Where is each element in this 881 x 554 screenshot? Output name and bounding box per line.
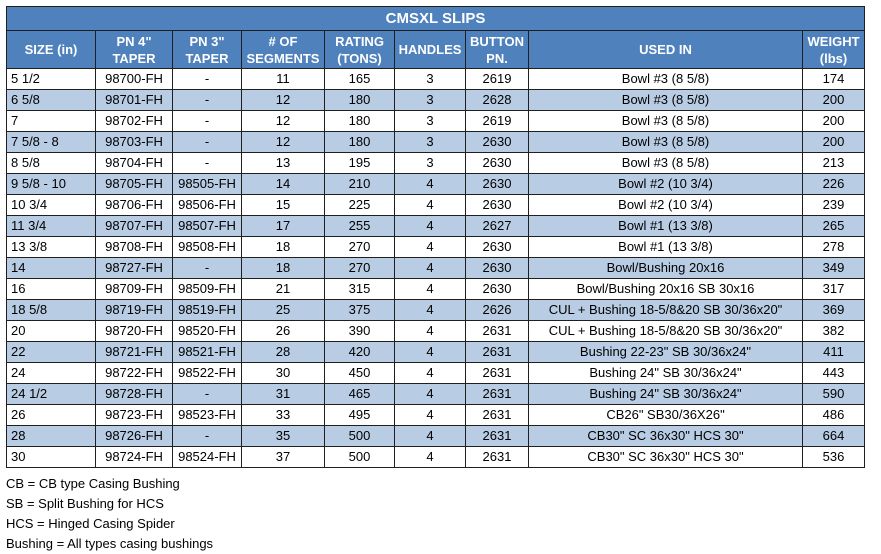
table-cell: 390 <box>325 321 395 342</box>
table-cell: 98704-FH <box>96 153 173 174</box>
table-cell: 24 1/2 <box>7 384 96 405</box>
table-cell: Bushing 24" SB 30/36x24" <box>529 384 803 405</box>
table-cell: - <box>173 69 242 90</box>
table-cell: 98523-FH <box>173 405 242 426</box>
table-cell: 3 <box>395 90 466 111</box>
table-cell: 18 5/8 <box>7 300 96 321</box>
table-cell: 22 <box>7 342 96 363</box>
table-row <box>7 300 865 321</box>
table-cell: 315 <box>325 279 395 300</box>
table-cell: 10 3/4 <box>7 195 96 216</box>
table-row <box>7 174 865 195</box>
table-cell: CB30" SC 36x30" HCS 30" <box>529 447 803 468</box>
table-cell: 200 <box>803 132 865 153</box>
table-cell: 13 3/8 <box>7 237 96 258</box>
table-cell: 4 <box>395 237 466 258</box>
column-header-row <box>7 31 865 69</box>
table-cell: 4 <box>395 321 466 342</box>
table-cell: 2626 <box>466 300 529 321</box>
table-cell: 98707-FH <box>96 216 173 237</box>
table-cell: 98719-FH <box>96 300 173 321</box>
table-cell: 98520-FH <box>173 321 242 342</box>
table-cell: 4 <box>395 279 466 300</box>
table-cell: 2630 <box>466 258 529 279</box>
table-cell: 6 5/8 <box>7 90 96 111</box>
table-cell: 2630 <box>466 153 529 174</box>
table-row <box>7 237 865 258</box>
table-cell: - <box>173 111 242 132</box>
table-cell: 98724-FH <box>96 447 173 468</box>
table-cell: 4 <box>395 195 466 216</box>
table-cell: 28 <box>7 426 96 447</box>
table-cell: 443 <box>803 363 865 384</box>
table-cell: 98705-FH <box>96 174 173 195</box>
table-row <box>7 279 865 300</box>
table-cell: 11 3/4 <box>7 216 96 237</box>
table-cell: 24 <box>7 363 96 384</box>
table-cell: 2631 <box>466 321 529 342</box>
table-cell: 495 <box>325 405 395 426</box>
table-cell: 14 <box>7 258 96 279</box>
table-cell: 174 <box>803 69 865 90</box>
table-cell: 2631 <box>466 363 529 384</box>
table-cell: 536 <box>803 447 865 468</box>
table-cell: 225 <box>325 195 395 216</box>
slips-table-container <box>6 6 864 468</box>
table-cell: 9 5/8 - 10 <box>7 174 96 195</box>
table-cell: 590 <box>803 384 865 405</box>
table-cell: 98522-FH <box>173 363 242 384</box>
table-cell: 18 <box>242 258 325 279</box>
table-cell: 98508-FH <box>173 237 242 258</box>
table-cell: 26 <box>242 321 325 342</box>
table-cell: 35 <box>242 426 325 447</box>
table-cell: 12 <box>242 132 325 153</box>
table-cell: 11 <box>242 69 325 90</box>
table-cell: 4 <box>395 258 466 279</box>
table-cell: 195 <box>325 153 395 174</box>
table-body <box>7 69 865 468</box>
legend-notes <box>6 474 213 554</box>
table-cell: 2631 <box>466 426 529 447</box>
table-cell: 2631 <box>466 384 529 405</box>
table-cell: 664 <box>803 426 865 447</box>
table-cell: 18 <box>242 237 325 258</box>
table-cell: 4 <box>395 426 466 447</box>
table-cell: 98524-FH <box>173 447 242 468</box>
table-cell: 2631 <box>466 447 529 468</box>
table-cell: 486 <box>803 405 865 426</box>
table-cell: 98700-FH <box>96 69 173 90</box>
column-header: WEIGHT (lbs) <box>803 31 865 69</box>
table-cell: 98726-FH <box>96 426 173 447</box>
table-cell: 317 <box>803 279 865 300</box>
table-cell: 2619 <box>466 69 529 90</box>
table-cell: - <box>173 384 242 405</box>
table-row <box>7 363 865 384</box>
table-row <box>7 153 865 174</box>
table-cell: 180 <box>325 90 395 111</box>
table-cell: 349 <box>803 258 865 279</box>
table-cell: 26 <box>7 405 96 426</box>
table-cell: 37 <box>242 447 325 468</box>
table-cell: Bowl #3 (8 5/8) <box>529 132 803 153</box>
table-cell: 31 <box>242 384 325 405</box>
table-row <box>7 195 865 216</box>
table-cell: CUL + Bushing 18-5/8&20 SB 30/36x20" <box>529 300 803 321</box>
column-header: RATING (TONS) <box>325 31 395 69</box>
table-cell: 8 5/8 <box>7 153 96 174</box>
table-cell: - <box>173 153 242 174</box>
table-cell: 210 <box>325 174 395 195</box>
column-header: PN 4" TAPER <box>96 31 173 69</box>
table-cell: 30 <box>7 447 96 468</box>
table-cell: 2630 <box>466 132 529 153</box>
table-cell: 420 <box>325 342 395 363</box>
table-cell: 165 <box>325 69 395 90</box>
table-row <box>7 216 865 237</box>
table-cell: 98720-FH <box>96 321 173 342</box>
table-cell: 255 <box>325 216 395 237</box>
table-row <box>7 321 865 342</box>
table-row <box>7 258 865 279</box>
table-cell: 200 <box>803 111 865 132</box>
table-cell: 17 <box>242 216 325 237</box>
table-cell: 270 <box>325 237 395 258</box>
table-row <box>7 69 865 90</box>
table-cell: 98708-FH <box>96 237 173 258</box>
table-cell: 450 <box>325 363 395 384</box>
table-cell: 4 <box>395 384 466 405</box>
table-cell: 265 <box>803 216 865 237</box>
table-cell: 14 <box>242 174 325 195</box>
table-cell: 28 <box>242 342 325 363</box>
table-cell: 12 <box>242 111 325 132</box>
column-header: HANDLES <box>395 31 466 69</box>
table-cell: - <box>173 426 242 447</box>
table-cell: 213 <box>803 153 865 174</box>
table-row <box>7 426 865 447</box>
table-cell: Bowl #2 (10 3/4) <box>529 195 803 216</box>
table-cell: 98506-FH <box>173 195 242 216</box>
table-cell: 465 <box>325 384 395 405</box>
table-cell: 3 <box>395 153 466 174</box>
table-cell: 21 <box>242 279 325 300</box>
table-cell: 2630 <box>466 279 529 300</box>
table-cell: 7 5/8 - 8 <box>7 132 96 153</box>
table-cell: 278 <box>803 237 865 258</box>
table-cell: 98521-FH <box>173 342 242 363</box>
table-cell: 12 <box>242 90 325 111</box>
column-header: USED IN <box>529 31 803 69</box>
table-cell: Bowl #3 (8 5/8) <box>529 90 803 111</box>
table-cell: 4 <box>395 342 466 363</box>
table-cell: 7 <box>7 111 96 132</box>
table-cell: 98702-FH <box>96 111 173 132</box>
table-cell: 369 <box>803 300 865 321</box>
table-cell: 4 <box>395 300 466 321</box>
table-cell: CUL + Bushing 18-5/8&20 SB 30/36x20" <box>529 321 803 342</box>
table-row <box>7 90 865 111</box>
table-cell: 500 <box>325 447 395 468</box>
table-row <box>7 342 865 363</box>
table-cell: 270 <box>325 258 395 279</box>
table-cell: 239 <box>803 195 865 216</box>
table-cell: 98728-FH <box>96 384 173 405</box>
table-cell: 20 <box>7 321 96 342</box>
table-cell: 2627 <box>466 216 529 237</box>
table-cell: 98722-FH <box>96 363 173 384</box>
table-cell: 4 <box>395 447 466 468</box>
table-cell: Bushing 22-23" SB 30/36x24" <box>529 342 803 363</box>
table-cell: 98505-FH <box>173 174 242 195</box>
table-cell: Bushing 24" SB 30/36x24" <box>529 363 803 384</box>
table-cell: - <box>173 258 242 279</box>
table-cell: 98703-FH <box>96 132 173 153</box>
table-cell: CB26" SB30/36X26" <box>529 405 803 426</box>
note-line: Bushing = All types casing bushings <box>6 536 214 551</box>
table-cell: 2628 <box>466 90 529 111</box>
table-cell: 3 <box>395 69 466 90</box>
table-cell: Bowl #3 (8 5/8) <box>529 111 803 132</box>
table-row <box>7 405 865 426</box>
table-cell: 25 <box>242 300 325 321</box>
table-cell: 98709-FH <box>96 279 173 300</box>
table-row <box>7 447 865 468</box>
table-cell: 3 <box>395 111 466 132</box>
column-header: PN 3" TAPER <box>173 31 242 69</box>
table-cell: 411 <box>803 342 865 363</box>
note-line: CB = CB type Casing Bushing <box>6 476 180 491</box>
slips-table <box>6 6 865 468</box>
table-cell: 2631 <box>466 342 529 363</box>
table-cell: 382 <box>803 321 865 342</box>
table-cell: 98723-FH <box>96 405 173 426</box>
table-cell: 4 <box>395 216 466 237</box>
table-cell: 180 <box>325 132 395 153</box>
table-row <box>7 384 865 405</box>
table-cell: 2631 <box>466 405 529 426</box>
table-cell: 3 <box>395 132 466 153</box>
table-cell: - <box>173 132 242 153</box>
column-header: BUTTON PN. <box>466 31 529 69</box>
table-cell: 180 <box>325 111 395 132</box>
table-cell: 2630 <box>466 195 529 216</box>
table-row <box>7 132 865 153</box>
note-line: HCS = Hinged Casing Spider <box>6 516 175 531</box>
table-cell: Bowl #3 (8 5/8) <box>529 153 803 174</box>
column-header: SIZE (in) <box>7 31 96 69</box>
table-cell: Bowl/Bushing 20x16 <box>529 258 803 279</box>
table-cell: 2630 <box>466 174 529 195</box>
table-cell: Bowl #3 (8 5/8) <box>529 69 803 90</box>
table-cell: 98701-FH <box>96 90 173 111</box>
table-cell: 2630 <box>466 237 529 258</box>
table-cell: 4 <box>395 174 466 195</box>
note-line: SB = Split Bushing for HCS <box>6 496 164 511</box>
table-row <box>7 111 865 132</box>
table-cell: 98507-FH <box>173 216 242 237</box>
table-cell: 98706-FH <box>96 195 173 216</box>
table-cell: 500 <box>325 426 395 447</box>
table-cell: 375 <box>325 300 395 321</box>
table-cell: Bowl #1 (13 3/8) <box>529 216 803 237</box>
table-cell: 226 <box>803 174 865 195</box>
table-cell: 30 <box>242 363 325 384</box>
table-cell: Bowl #2 (10 3/4) <box>529 174 803 195</box>
table-cell: 98727-FH <box>96 258 173 279</box>
table-cell: 33 <box>242 405 325 426</box>
table-cell: 2619 <box>466 111 529 132</box>
table-cell: 98721-FH <box>96 342 173 363</box>
table-cell: 5 1/2 <box>7 69 96 90</box>
table-cell: 4 <box>395 363 466 384</box>
table-cell: - <box>173 90 242 111</box>
table-cell: 98509-FH <box>173 279 242 300</box>
table-cell: 4 <box>395 405 466 426</box>
column-header: # OF SEGMENTS <box>242 31 325 69</box>
table-cell: Bowl/Bushing 20x16 SB 30x16 <box>529 279 803 300</box>
table-cell: 13 <box>242 153 325 174</box>
table-cell: Bowl #1 (13 3/8) <box>529 237 803 258</box>
table-cell: 16 <box>7 279 96 300</box>
table-cell: CB30" SC 36x30" HCS 30" <box>529 426 803 447</box>
table-title: CMSXL SLIPS <box>7 7 865 31</box>
table-cell: 98519-FH <box>173 300 242 321</box>
table-cell: 15 <box>242 195 325 216</box>
table-cell: 200 <box>803 90 865 111</box>
